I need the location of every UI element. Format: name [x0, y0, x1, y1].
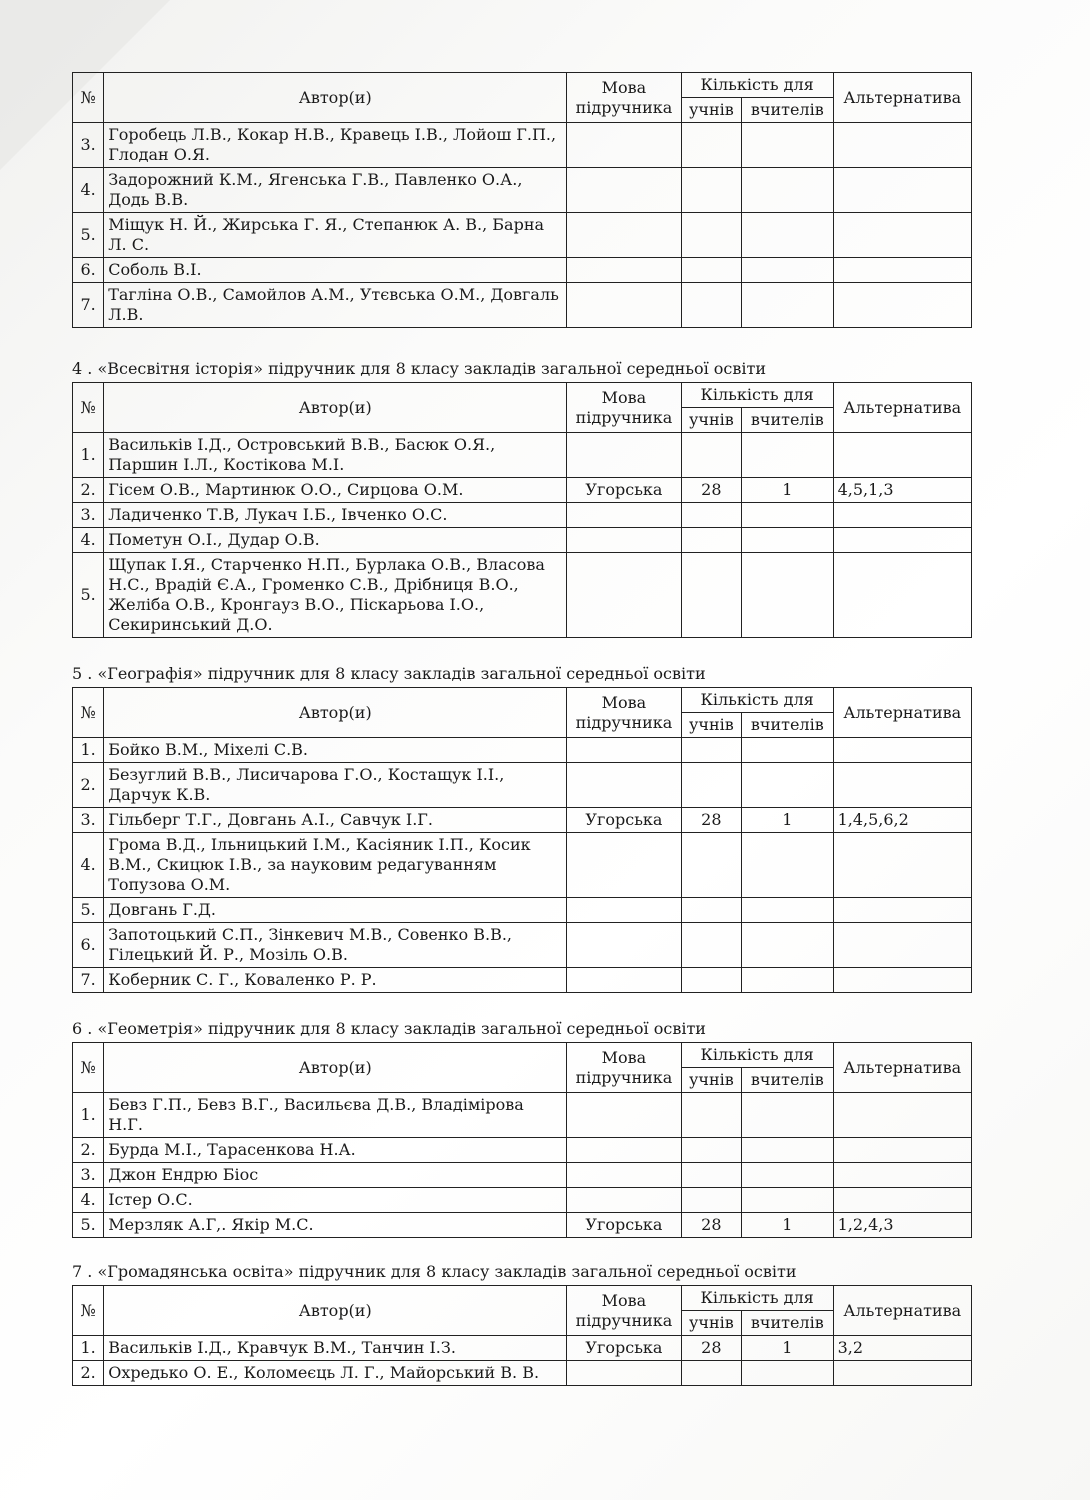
- header-alternative: Альтернатива: [833, 1286, 971, 1336]
- row-authors: Бурда М.І., Тарасенкова Н.А.: [104, 1138, 567, 1163]
- table-row: [73, 1138, 972, 1163]
- table-row: [73, 833, 972, 898]
- header-language-line2: підручника: [575, 407, 673, 427]
- row-authors: Васильків І.Д., Островський В.В., Басюк О.Я., Паршин І.Л., Костікова М.І.: [104, 433, 567, 478]
- row-number: 4.: [73, 168, 104, 213]
- table-row: [73, 763, 972, 808]
- header-count-for: Кількість для: [681, 688, 833, 713]
- row-number: 2.: [73, 1138, 104, 1163]
- row-number: 1.: [73, 433, 104, 478]
- row-students: 28: [681, 478, 741, 503]
- row-language: [567, 763, 681, 808]
- row-number: 2.: [73, 763, 104, 808]
- textbook-table: [72, 1285, 972, 1386]
- row-students: [681, 1188, 741, 1213]
- section-title: 5 . «Географія» підручник для 8 класу закладів загальної середньої освіти: [72, 664, 706, 683]
- header-language: [567, 1043, 681, 1093]
- row-authors: Горобець Л.В., Кокар Н.В., Кравець І.В., Лойош Г.П., Глодан О.Я.: [104, 123, 567, 168]
- table-row: [73, 808, 972, 833]
- table-row: [73, 1213, 972, 1238]
- table-row: [73, 1188, 972, 1213]
- row-teachers: [742, 123, 834, 168]
- row-language: [567, 123, 681, 168]
- header-language-line1: Мова: [601, 77, 647, 97]
- table-row: [73, 1336, 972, 1361]
- header-students: учнів: [681, 408, 741, 433]
- table-row: [73, 1093, 972, 1138]
- header-authors: Автор(и): [104, 73, 567, 123]
- row-alternative: [833, 258, 971, 283]
- header-students: учнів: [681, 98, 741, 123]
- row-language: [567, 898, 681, 923]
- row-teachers: 1: [742, 1336, 834, 1361]
- row-alternative: [833, 283, 971, 328]
- section-geometry: [72, 1018, 972, 1238]
- row-students: [681, 528, 741, 553]
- row-language: [567, 1163, 681, 1188]
- table-row: [73, 123, 972, 168]
- row-alternative: [833, 1361, 971, 1386]
- table-row: [73, 478, 972, 503]
- row-teachers: [742, 1361, 834, 1386]
- row-teachers: [742, 528, 834, 553]
- row-authors: Мерзляк А.Г,. Якір М.С.: [104, 1213, 567, 1238]
- row-language: [567, 433, 681, 478]
- row-number: 3.: [73, 1163, 104, 1188]
- row-teachers: 1: [742, 808, 834, 833]
- row-alternative: [833, 433, 971, 478]
- textbook-table: [72, 382, 972, 638]
- header-teachers: вчителів: [742, 408, 834, 433]
- row-authors: Джон Ендрю Біос: [104, 1163, 567, 1188]
- header-authors: Автор(и): [104, 383, 567, 433]
- table-row: [73, 1163, 972, 1188]
- row-authors: Задорожний К.М., Ягенська Г.В., Павленко О.А., Додь В.В.: [104, 168, 567, 213]
- row-language: [567, 503, 681, 528]
- row-alternative: [833, 898, 971, 923]
- row-language: [567, 1138, 681, 1163]
- row-authors: Пометун О.І., Дудар О.В.: [104, 528, 567, 553]
- row-students: [681, 433, 741, 478]
- row-number: 1.: [73, 1336, 104, 1361]
- row-number: 7.: [73, 283, 104, 328]
- header-row: [73, 1286, 972, 1311]
- row-authors: Васильків І.Д., Кравчук В.М., Танчин І.З.: [104, 1336, 567, 1361]
- row-students: [681, 553, 741, 638]
- row-authors: Соболь В.І.: [104, 258, 567, 283]
- row-teachers: [742, 168, 834, 213]
- section-civic-education: [72, 1261, 972, 1386]
- row-students: [681, 168, 741, 213]
- header-language: [567, 73, 681, 123]
- header-language: [567, 688, 681, 738]
- row-students: [681, 923, 741, 968]
- header-language-line2: підручника: [575, 712, 673, 732]
- row-students: [681, 283, 741, 328]
- section-world-history: [72, 358, 972, 638]
- row-authors: Істер О.С.: [104, 1188, 567, 1213]
- row-teachers: [742, 968, 834, 993]
- row-teachers: [742, 1093, 834, 1138]
- header-students: учнів: [681, 713, 741, 738]
- row-students: [681, 1163, 741, 1188]
- header-teachers: вчителів: [742, 713, 834, 738]
- row-alternative: 3,2: [833, 1336, 971, 1361]
- row-language: [567, 1188, 681, 1213]
- textbook-table: [72, 687, 972, 993]
- header-authors: Автор(и): [104, 1043, 567, 1093]
- row-teachers: [742, 1188, 834, 1213]
- row-alternative: 1,4,5,6,2: [833, 808, 971, 833]
- header-students: учнів: [681, 1068, 741, 1093]
- table-row: [73, 968, 972, 993]
- row-authors: Ладиченко Т.В, Лукач І.Б., Івченко О.С.: [104, 503, 567, 528]
- row-number: 2.: [73, 478, 104, 503]
- row-number: 5.: [73, 213, 104, 258]
- row-students: [681, 1361, 741, 1386]
- header-alternative: Альтернатива: [833, 1043, 971, 1093]
- header-num: №: [73, 383, 104, 433]
- row-teachers: [742, 553, 834, 638]
- row-number: 5.: [73, 1213, 104, 1238]
- row-students: [681, 738, 741, 763]
- row-language: [567, 968, 681, 993]
- row-alternative: [833, 763, 971, 808]
- header-language-line2: підручника: [575, 1067, 673, 1087]
- row-language: [567, 1361, 681, 1386]
- row-authors: Безуглий В.В., Лисичарова Г.О., Костащук І.І., Дарчук К.В.: [104, 763, 567, 808]
- table-row: [73, 1361, 972, 1386]
- table-row: [73, 528, 972, 553]
- header-row: [73, 73, 972, 98]
- row-teachers: [742, 923, 834, 968]
- row-students: [681, 213, 741, 258]
- row-alternative: [833, 923, 971, 968]
- header-row: [73, 383, 972, 408]
- row-alternative: [833, 738, 971, 763]
- row-authors: Охредько О. Е., Коломеєць Л. Г., Майорський В. В.: [104, 1361, 567, 1386]
- row-students: 28: [681, 808, 741, 833]
- row-students: [681, 833, 741, 898]
- header-language-line2: підручника: [575, 1310, 673, 1330]
- row-number: 4.: [73, 528, 104, 553]
- section-geography: [72, 663, 972, 993]
- row-number: 2.: [73, 1361, 104, 1386]
- row-teachers: [742, 258, 834, 283]
- table-row: [73, 433, 972, 478]
- header-authors: Автор(и): [104, 1286, 567, 1336]
- header-row: [73, 1043, 972, 1068]
- row-language: [567, 528, 681, 553]
- section-title: 6 . «Геометрія» підручник для 8 класу закладів загальної середньої освіти: [72, 1019, 706, 1038]
- header-num: №: [73, 73, 104, 123]
- table-row: [73, 258, 972, 283]
- header-num: №: [73, 688, 104, 738]
- row-authors: Тагліна О.В., Самойлов А.М., Утєвська О.М., Довгаль Л.В.: [104, 283, 567, 328]
- row-authors: Міщук Н. Й., Жирська Г. Я., Степанюк А. В., Барна Л. С.: [104, 213, 567, 258]
- header-count-for: Кількість для: [681, 1043, 833, 1068]
- row-teachers: [742, 503, 834, 528]
- row-authors: Коберник С. Г., Коваленко Р. Р.: [104, 968, 567, 993]
- row-authors: Гільберг Т.Г., Довгань А.І., Савчук І.Г.: [104, 808, 567, 833]
- row-alternative: [833, 1138, 971, 1163]
- row-alternative: [833, 213, 971, 258]
- row-teachers: [742, 738, 834, 763]
- header-language-line1: Мова: [601, 692, 647, 712]
- row-teachers: 1: [742, 478, 834, 503]
- row-teachers: 1: [742, 1213, 834, 1238]
- row-alternative: [833, 968, 971, 993]
- row-students: 28: [681, 1336, 741, 1361]
- textbook-table: [72, 72, 972, 328]
- header-count-for: Кількість для: [681, 383, 833, 408]
- header-teachers: вчителів: [742, 1311, 834, 1336]
- row-students: [681, 258, 741, 283]
- table-row: [73, 898, 972, 923]
- row-teachers: [742, 283, 834, 328]
- row-teachers: [742, 1163, 834, 1188]
- section-title: 4 . «Всесвітня історія» підручник для 8 класу закладів загальної середньої освіти: [72, 359, 767, 378]
- row-alternative: [833, 123, 971, 168]
- header-authors: Автор(и): [104, 688, 567, 738]
- row-number: 6.: [73, 923, 104, 968]
- table-row: [73, 503, 972, 528]
- row-students: 28: [681, 1213, 741, 1238]
- row-number: 3.: [73, 503, 104, 528]
- row-number: 4.: [73, 833, 104, 898]
- header-alternative: Альтернатива: [833, 383, 971, 433]
- row-language: [567, 553, 681, 638]
- header-count-for: Кількість для: [681, 1286, 833, 1311]
- row-language: Угорська: [567, 1336, 681, 1361]
- row-language: Угорська: [567, 1213, 681, 1238]
- row-teachers: [742, 213, 834, 258]
- row-alternative: [833, 553, 971, 638]
- row-authors: Гісем О.В., Мартинюк О.О., Сирцова О.М.: [104, 478, 567, 503]
- row-alternative: [833, 168, 971, 213]
- row-teachers: [742, 763, 834, 808]
- row-teachers: [742, 1138, 834, 1163]
- header-teachers: вчителів: [742, 1068, 834, 1093]
- header-alternative: Альтернатива: [833, 688, 971, 738]
- table-row: [73, 553, 972, 638]
- row-authors: Грома В.Д., Ільницький І.М., Касіяник І.П., Косик В.М., Скицюк І.В., за науковим редагуванням Топузова О.М.: [104, 833, 567, 898]
- row-language: [567, 923, 681, 968]
- row-language: Угорська: [567, 808, 681, 833]
- row-number: 7.: [73, 968, 104, 993]
- row-students: [681, 503, 741, 528]
- row-teachers: [742, 433, 834, 478]
- row-number: 6.: [73, 258, 104, 283]
- row-students: [681, 123, 741, 168]
- table-row: [73, 213, 972, 258]
- header-alternative: Альтернатива: [833, 73, 971, 123]
- row-teachers: [742, 898, 834, 923]
- row-students: [681, 898, 741, 923]
- row-students: [681, 1138, 741, 1163]
- row-alternative: [833, 528, 971, 553]
- row-language: Угорська: [567, 478, 681, 503]
- row-number: 3.: [73, 808, 104, 833]
- row-alternative: 4,5,1,3: [833, 478, 971, 503]
- row-number: 3.: [73, 123, 104, 168]
- row-alternative: [833, 1188, 971, 1213]
- row-number: 1.: [73, 738, 104, 763]
- row-authors: Бевз Г.П., Бевз В.Г., Васильєва Д.В., Владімірова Н.Г.: [104, 1093, 567, 1138]
- table-row: [73, 168, 972, 213]
- section-continuation: [72, 72, 972, 328]
- row-language: [567, 213, 681, 258]
- row-language: [567, 833, 681, 898]
- header-count-for: Кількість для: [681, 73, 833, 98]
- header-language-line1: Мова: [601, 387, 647, 407]
- header-language-line2: підручника: [575, 97, 673, 117]
- row-language: [567, 1093, 681, 1138]
- row-alternative: [833, 833, 971, 898]
- header-teachers: вчителів: [742, 98, 834, 123]
- row-number: 5.: [73, 553, 104, 638]
- row-teachers: [742, 833, 834, 898]
- row-number: 1.: [73, 1093, 104, 1138]
- row-language: [567, 168, 681, 213]
- header-language-line1: Мова: [601, 1047, 647, 1067]
- row-number: 4.: [73, 1188, 104, 1213]
- header-num: №: [73, 1043, 104, 1093]
- row-language: [567, 283, 681, 328]
- header-students: учнів: [681, 1311, 741, 1336]
- row-students: [681, 1093, 741, 1138]
- row-number: 5.: [73, 898, 104, 923]
- row-alternative: [833, 503, 971, 528]
- row-authors: Щупак І.Я., Старченко Н.П., Бурлака О.В., Власова Н.С., Врадій Є.А., Громенко С.В., Дрібниця В.О., Желіба О.В., Кронгауз В.О., Піскарьова І.О., Секиринський Д.О.: [104, 553, 567, 638]
- row-alternative: 1,2,4,3: [833, 1213, 971, 1238]
- header-language: [567, 1286, 681, 1336]
- table-row: [73, 283, 972, 328]
- header-language-line1: Мова: [601, 1290, 647, 1310]
- header-num: №: [73, 1286, 104, 1336]
- row-authors: Бойко В.М., Міхелі С.В.: [104, 738, 567, 763]
- row-students: [681, 968, 741, 993]
- row-alternative: [833, 1093, 971, 1138]
- textbook-table: [72, 1042, 972, 1238]
- header-language: [567, 383, 681, 433]
- table-row: [73, 923, 972, 968]
- row-authors: Запотоцький С.П., Зінкевич М.В., Совенко В.В., Гілецький Й. Р., Мозіль О.В.: [104, 923, 567, 968]
- row-authors: Довгань Г.Д.: [104, 898, 567, 923]
- row-alternative: [833, 1163, 971, 1188]
- table-row: [73, 738, 972, 763]
- section-title: 7 . «Громадянська освіта» підручник для 8 класу закладів загальної середньої освіти: [72, 1262, 797, 1281]
- header-row: [73, 688, 972, 713]
- row-language: [567, 258, 681, 283]
- row-language: [567, 738, 681, 763]
- row-students: [681, 763, 741, 808]
